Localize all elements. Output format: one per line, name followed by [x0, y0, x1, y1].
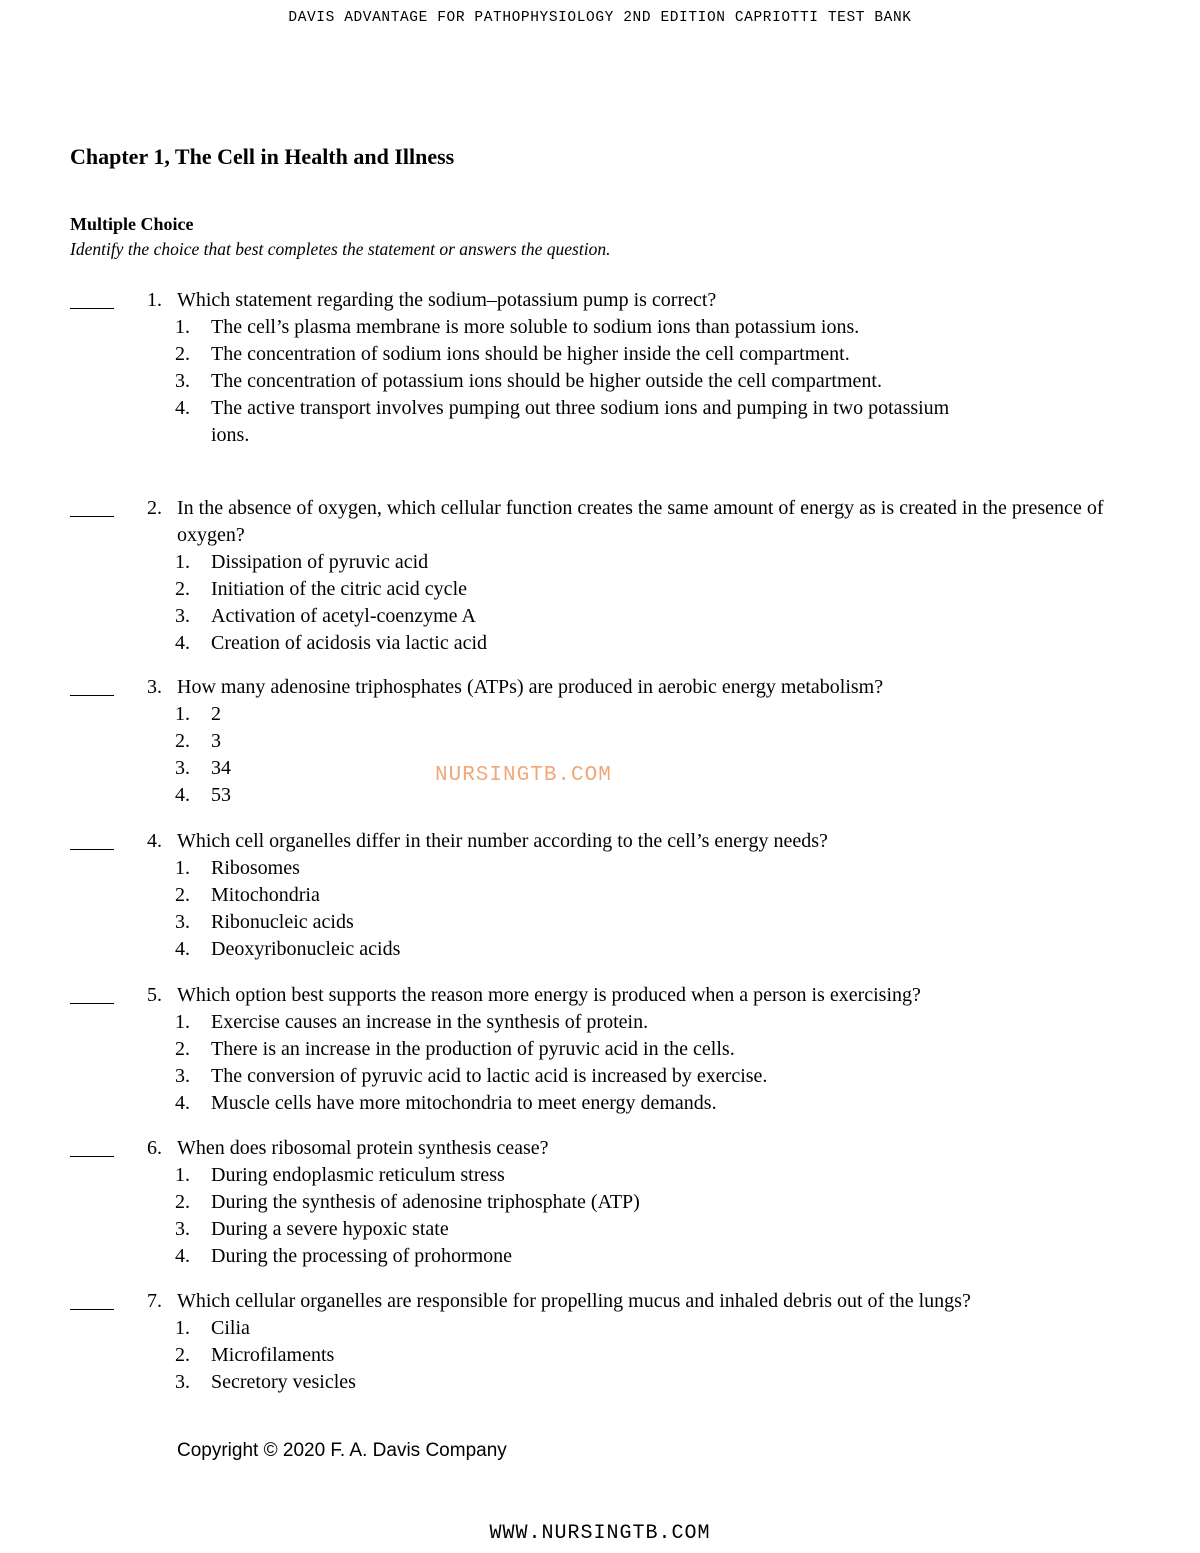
choice-3 — [175, 1216, 991, 1243]
copyright-notice: Copyright © 2020 F. A. Davis Company — [177, 1440, 507, 1461]
section-title: Multiple Choice — [70, 214, 194, 234]
choice-text: During endoplasmic reticulum stress — [211, 1164, 505, 1186]
answer-blank[interactable] — [70, 982, 114, 1004]
question-1 — [0, 287, 1200, 449]
choice-text: During a severe hypoxic state — [211, 1218, 449, 1240]
question-stem: When does ribosomal protein synthesis cease? — [177, 1137, 549, 1159]
choice-4 — [175, 630, 991, 657]
question-6 — [0, 1135, 1200, 1270]
footer-url: WWW.NURSINGTB.COM — [489, 1522, 711, 1545]
choice-1 — [175, 701, 991, 728]
choice-number: 4. — [175, 397, 190, 419]
question-stem: In the absence of oxygen, which cellular function creates the same amount of energy as is created in the presence of oxygen? — [177, 497, 1104, 546]
answer-blank[interactable] — [70, 1135, 114, 1157]
choice-number: 3. — [175, 1065, 190, 1087]
question-number: 1. — [147, 289, 162, 311]
question-number: 5. — [147, 984, 162, 1006]
question-stem: Which option best supports the reason more energy is produced when a person is exercising? — [177, 984, 921, 1006]
question-5 — [0, 982, 1200, 1117]
choice-1 — [175, 1162, 991, 1189]
answer-blank[interactable] — [70, 674, 114, 696]
choice-1 — [175, 855, 991, 882]
choice-text: Mitochondria — [211, 884, 320, 906]
answer-blank[interactable] — [70, 495, 114, 517]
choice-text: Cilia — [211, 1317, 250, 1339]
choice-number: 4. — [175, 938, 190, 960]
choice-2 — [175, 1342, 991, 1369]
choice-1 — [175, 1315, 991, 1342]
choice-3 — [175, 603, 991, 630]
choice-text: Microfilaments — [211, 1344, 335, 1366]
answer-blank[interactable] — [70, 1288, 114, 1310]
choice-2 — [175, 728, 991, 755]
choice-number: 3. — [175, 757, 190, 779]
choice-text: 53 — [211, 784, 231, 806]
question-2 — [0, 495, 1200, 657]
choice-text: 3 — [211, 730, 221, 752]
choice-text: Secretory vesicles — [211, 1371, 356, 1393]
choice-text: The concentration of potassium ions should be higher outside the cell compartment. — [211, 370, 882, 392]
question-number: 4. — [147, 830, 162, 852]
choice-text: Activation of acetyl-coenzyme A — [211, 605, 476, 627]
choice-text: Deoxyribonucleic acids — [211, 938, 401, 960]
choice-number: 2. — [175, 1038, 190, 1060]
choice-number: 4. — [175, 1092, 190, 1114]
page-header: DAVIS ADVANTAGE FOR PATHOPHYSIOLOGY 2ND EDITION CAPRIOTTI TEST BANK — [288, 10, 912, 26]
watermark: NURSINGTB.COM — [435, 764, 612, 787]
choice-number: 1. — [175, 551, 190, 573]
choice-number: 2. — [175, 1344, 190, 1366]
choice-4 — [175, 395, 991, 449]
choice-text: Exercise causes an increase in the synthesis of protein. — [211, 1011, 649, 1033]
choice-text: The conversion of pyruvic acid to lactic acid is increased by exercise. — [211, 1065, 768, 1087]
choice-number: 1. — [175, 703, 190, 725]
choice-4 — [175, 936, 991, 963]
choice-number: 2. — [175, 578, 190, 600]
choice-3 — [175, 1063, 991, 1090]
choice-text: The cell’s plasma membrane is more soluble to sodium ions than potassium ions. — [211, 316, 860, 338]
choice-text: Dissipation of pyruvic acid — [211, 551, 429, 573]
choice-number: 3. — [175, 370, 190, 392]
answer-blank[interactable] — [70, 828, 114, 850]
choice-4 — [175, 1090, 991, 1117]
choice-number: 3. — [175, 911, 190, 933]
question-7 — [0, 1288, 1200, 1396]
choice-text: Ribonucleic acids — [211, 911, 354, 933]
choice-number: 1. — [175, 316, 190, 338]
choice-number: 4. — [175, 1245, 190, 1267]
choice-number: 4. — [175, 784, 190, 806]
choice-text: During the processing of prohormone — [211, 1245, 513, 1267]
choice-2 — [175, 882, 991, 909]
question-stem: Which statement regarding the sodium–potassium pump is correct? — [177, 289, 717, 311]
choice-number: 2. — [175, 343, 190, 365]
choice-text: The concentration of sodium ions should be higher inside the cell compartment. — [211, 343, 850, 365]
choice-text: 2 — [211, 703, 221, 725]
question-stem: How many adenosine triphosphates (ATPs) are produced in aerobic energy metabolism? — [177, 676, 884, 698]
choice-number: 1. — [175, 1011, 190, 1033]
choice-2 — [175, 341, 991, 368]
choice-text: Creation of acidosis via lactic acid — [211, 632, 488, 654]
question-4 — [0, 828, 1200, 963]
choice-number: 4. — [175, 632, 190, 654]
choice-text: The active transport involves pumping out three sodium ions and pumping in two potassium ions. — [211, 397, 950, 446]
question-number: 7. — [147, 1290, 162, 1312]
choice-text: Ribosomes — [211, 857, 300, 879]
question-number: 2. — [147, 497, 162, 519]
question-number: 3. — [147, 676, 162, 698]
section-instructions: Identify the choice that best completes the statement or answers the question. — [70, 239, 611, 259]
choice-4 — [175, 1243, 991, 1270]
choice-1 — [175, 1009, 991, 1036]
choice-3 — [175, 1369, 991, 1396]
question-stem: Which cell organelles differ in their number according to the cell’s energy needs? — [177, 830, 828, 852]
choice-text: Initiation of the citric acid cycle — [211, 578, 467, 600]
choice-text: During the synthesis of adenosine triphosphate (ATP) — [211, 1191, 640, 1213]
choice-number: 3. — [175, 1371, 190, 1393]
choice-1 — [175, 314, 991, 341]
choice-2 — [175, 1189, 991, 1216]
answer-blank[interactable] — [70, 287, 114, 309]
choice-2 — [175, 1036, 991, 1063]
choice-text: 34 — [211, 757, 231, 779]
choice-text: Muscle cells have more mitochondria to meet energy demands. — [211, 1092, 717, 1114]
choice-2 — [175, 576, 991, 603]
choice-number: 2. — [175, 730, 190, 752]
choice-number: 1. — [175, 857, 190, 879]
chapter-title: Chapter 1, The Cell in Health and Illness — [70, 144, 455, 169]
question-stem: Which cellular organelles are responsible for propelling mucus and inhaled debris out of the lungs? — [177, 1290, 971, 1312]
choice-number: 3. — [175, 1218, 190, 1240]
choice-3 — [175, 368, 891, 395]
choice-text: There is an increase in the production of pyruvic acid in the cells. — [211, 1038, 735, 1060]
choice-3 — [175, 909, 991, 936]
question-number: 6. — [147, 1137, 162, 1159]
choice-1 — [175, 549, 991, 576]
choice-number: 3. — [175, 605, 190, 627]
choice-number: 1. — [175, 1164, 190, 1186]
choice-number: 1. — [175, 1317, 190, 1339]
question-3 — [0, 674, 1200, 809]
choice-number: 2. — [175, 884, 190, 906]
choice-number: 2. — [175, 1191, 190, 1213]
